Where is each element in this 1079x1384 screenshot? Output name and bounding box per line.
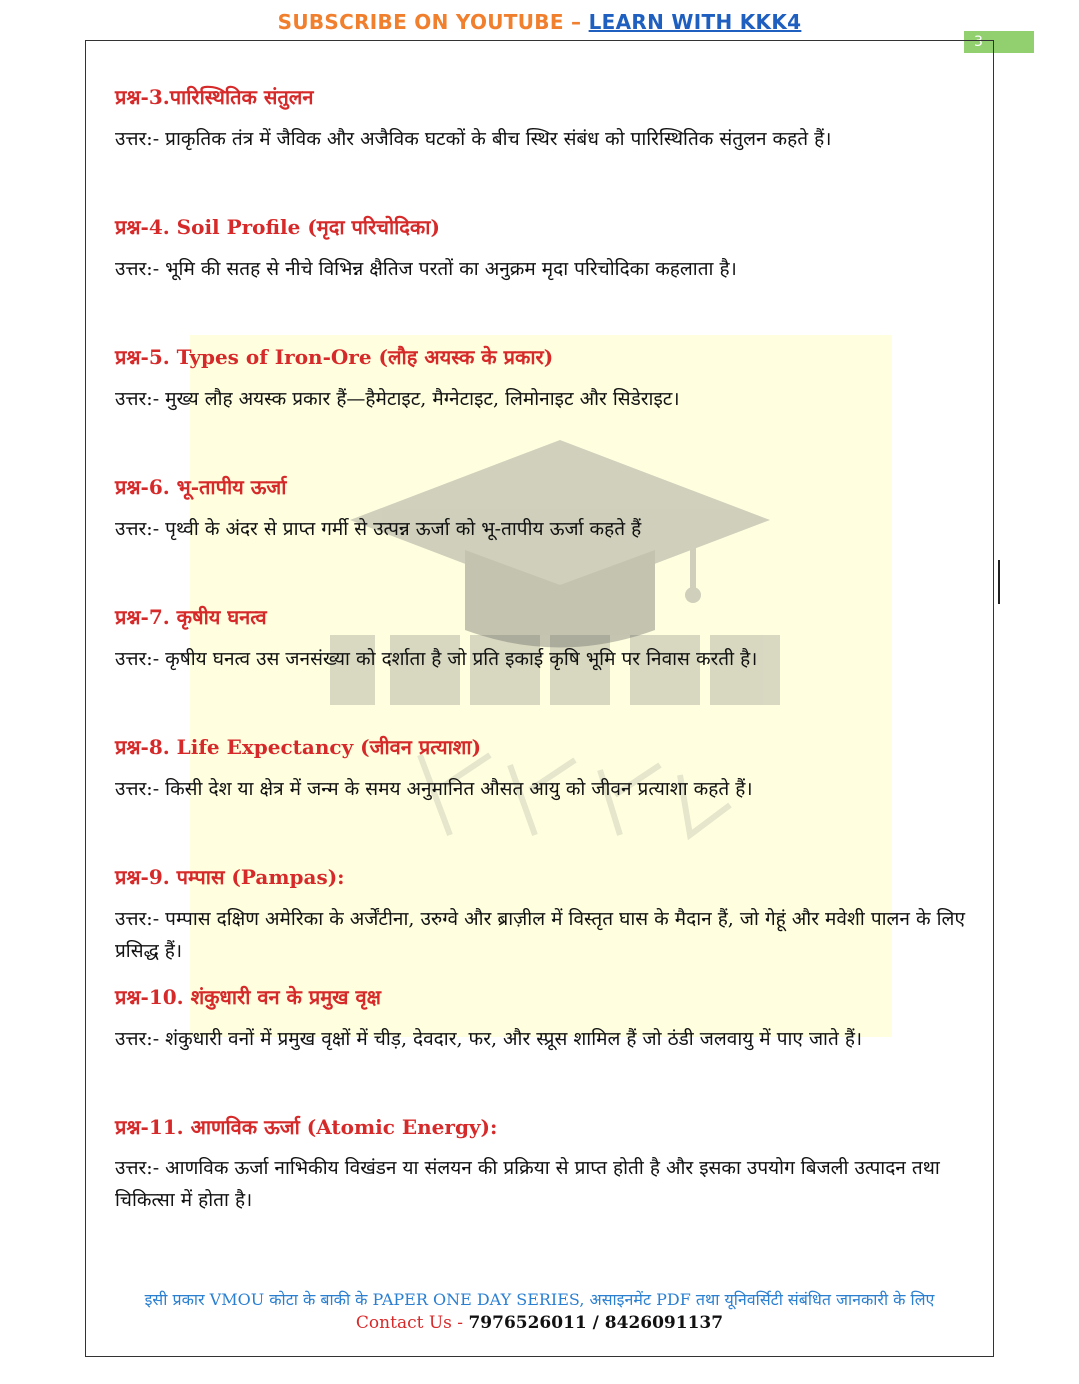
question-3: प्रश्न-3.पारिस्थितिक संतुलन xyxy=(115,85,314,109)
question-5: प्रश्न-5. Types of Iron-Ore (लौह अयस्क के प्रकार) xyxy=(115,345,554,369)
question-6: प्रश्न-6. भू-तापीय ऊर्जा xyxy=(115,475,287,499)
banner-dash: – xyxy=(563,10,589,34)
contact-label: Contact Us - xyxy=(355,1313,469,1333)
question-10: प्रश्न-10. शंकुधारी वन के प्रमुख वृक्ष xyxy=(115,985,381,1009)
question-11: प्रश्न-11. आणविक ऊर्जा (Atomic Energy): xyxy=(115,1115,498,1139)
channel-link[interactable]: LEARN WITH KKK4 xyxy=(588,10,802,34)
answer-9: उत्तर:- पम्पास दक्षिण अमेरिका के अर्जेंटीना, उरुग्वे और ब्राज़ील में विस्तृत घास के मैदान हैं, जो गेहूं और मवेशी पालन के लिए प्रसिद्ध हैं। xyxy=(115,908,965,962)
question-4: प्रश्न-4. Soil Profile (मृदा परिचोदिका) xyxy=(115,215,440,239)
answer-6: उत्तर:- पृथ्वी के अंदर से प्राप्त गर्मी से उत्पन्न ऊर्जा को भू-तापीय ऊर्जा कहते हैं xyxy=(115,518,642,540)
answer-3: उत्तर:- प्राकृतिक तंत्र में जैविक और अजैविक घटकों के बीच स्थिर संबंध को पारिस्थितिक संतुलन कहते हैं। xyxy=(115,128,832,150)
footer-contact xyxy=(0,1313,1079,1333)
page-number: 3 xyxy=(964,31,1034,53)
answer-7: उत्तर:- कृषीय घनत्व उस जनसंख्या को दर्शाता है जो प्रति इकाई कृषि भूमि पर निवास करती है। xyxy=(115,648,758,670)
subscribe-text: SUBSCRIBE ON YOUTUBE xyxy=(277,10,564,34)
answer-8: उत्तर:- किसी देश या क्षेत्र में जन्म के समय अनुमानित औसत आयु को जीवन प्रत्याशा कहते हैं। xyxy=(115,778,753,800)
edge-marker xyxy=(998,560,1000,604)
footer-info: इसी प्रकार VMOU कोटा के बाकी के PAPER ONE DAY SERIES, असाइनमेंट PDF तथा यूनिवर्सिटी संबंधित जानकारी के लिए xyxy=(144,1290,935,1309)
answer-4: उत्तर:- भूमि की सतह से नीचे विभिन्न क्षैतिज परतों का अनुक्रम मृदा परिचोदिका कहलाता है। xyxy=(115,258,737,280)
answer-10: उत्तर:- शंकुधारी वनों में प्रमुख वृक्षों में चीड़, देवदार, फर, और स्प्रूस शामिल हैं जो ठंडी जलवायु में पाए जाते हैं। xyxy=(115,1028,863,1050)
question-9: प्रश्न-9. पम्पास (Pampas): xyxy=(115,865,345,889)
contact-numbers: 7976526011 / 8426091137 xyxy=(468,1313,724,1333)
answer-11: उत्तर:- आणविक ऊर्जा नाभिकीय विखंडन या संलयन की प्रक्रिया से प्राप्त होती है और इसका उपयोग बिजली उत्पादन तथा चिकित्सा में होता है। xyxy=(115,1157,940,1211)
question-8: प्रश्न-8. Life Expectancy (जीवन प्रत्याशा) xyxy=(115,735,482,759)
top-banner xyxy=(0,10,1079,34)
answer-5: उत्तर:- मुख्य लौह अयस्क प्रकार हैं—हैमेटाइट, मैग्नेटाइट, लिमोनाइट और सिडेराइट। xyxy=(115,388,680,410)
question-7: प्रश्न-7. कृषीय घनत्व xyxy=(115,605,267,629)
